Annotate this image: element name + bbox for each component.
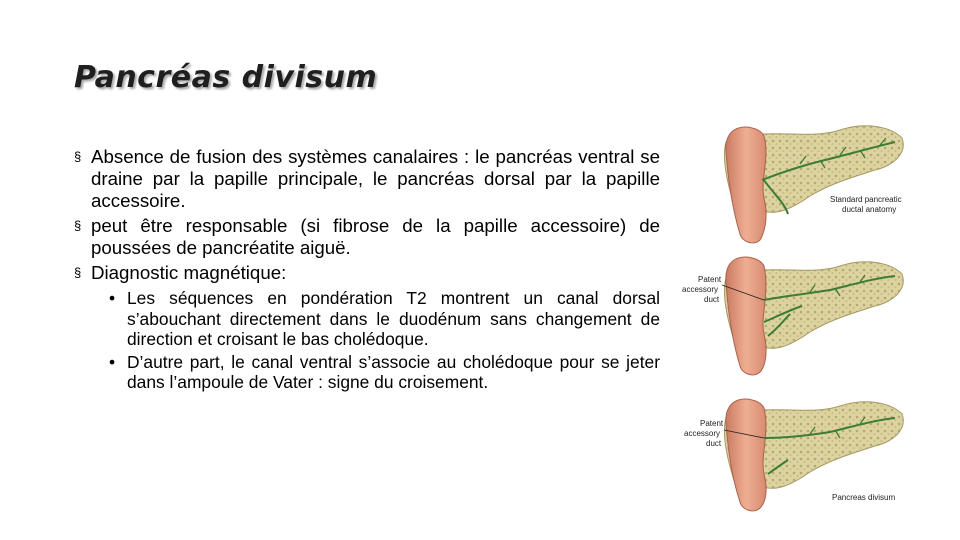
sub-bullet-item	[109, 288, 660, 350]
pancreas-illustration	[680, 118, 920, 516]
bullet-item	[74, 215, 660, 259]
bullet-text: Absence de fusion des systèmes canalaires : le pancréas ventral se draine par la papille principale, le pancréas dorsal par la papille accessoire.	[91, 146, 660, 211]
pancreas-diagram	[680, 118, 920, 516]
panel3-caption: Pancreas divisum	[832, 493, 896, 502]
panel-patent-accessory-duct	[682, 257, 903, 375]
panel-standard-anatomy	[724, 126, 903, 243]
duodenum	[726, 127, 766, 243]
panel2-label-line1: Patent	[698, 275, 722, 284]
sub-bullet-marker: •	[109, 351, 116, 372]
content-body	[74, 146, 660, 395]
sub-bullet-text: Les séquences en pondération T2 montrent un canal dorsal s’abouchant directement dans le duodénum sans changement de direction et croisant le bas cholédoque.	[127, 288, 660, 349]
sub-bullet-text: D’autre part, le canal ventral s’associe au cholédoque pour se jeter dans l’ampoule de Vater : signe du croisement.	[127, 351, 660, 392]
bullet-text: Diagnostic magnétique:	[91, 262, 287, 283]
duodenum	[726, 399, 766, 511]
bullet-marker: §	[74, 218, 82, 233]
sub-bullet-marker: •	[109, 288, 116, 308]
bullet-text: peut être responsable (si fibrose de la papille accessoire) de poussées de pancréatite aiguë.	[91, 215, 660, 258]
panel3-label-line1: Patent	[700, 419, 724, 428]
panel2-label-line2: accessory	[682, 285, 719, 294]
sub-bullet-item	[109, 352, 660, 393]
sub-bullet-list	[74, 288, 660, 393]
bullet-item	[74, 146, 660, 212]
panel-pancreas-divisum	[684, 399, 903, 511]
panel3-label-line3: duct	[706, 439, 722, 448]
panel3-label-line2: accessory	[684, 429, 721, 438]
bullet-marker: §	[74, 149, 82, 164]
duodenum	[726, 257, 766, 375]
bullet-marker: §	[74, 265, 82, 280]
panel1-caption-line1: Standard pancreatic	[830, 195, 902, 204]
panel1-caption-line2: ductal anatomy	[842, 205, 897, 214]
panel2-label-line3: duct	[704, 295, 720, 304]
page-title: Pancréas divisum	[74, 60, 378, 95]
bullet-item	[74, 262, 660, 284]
